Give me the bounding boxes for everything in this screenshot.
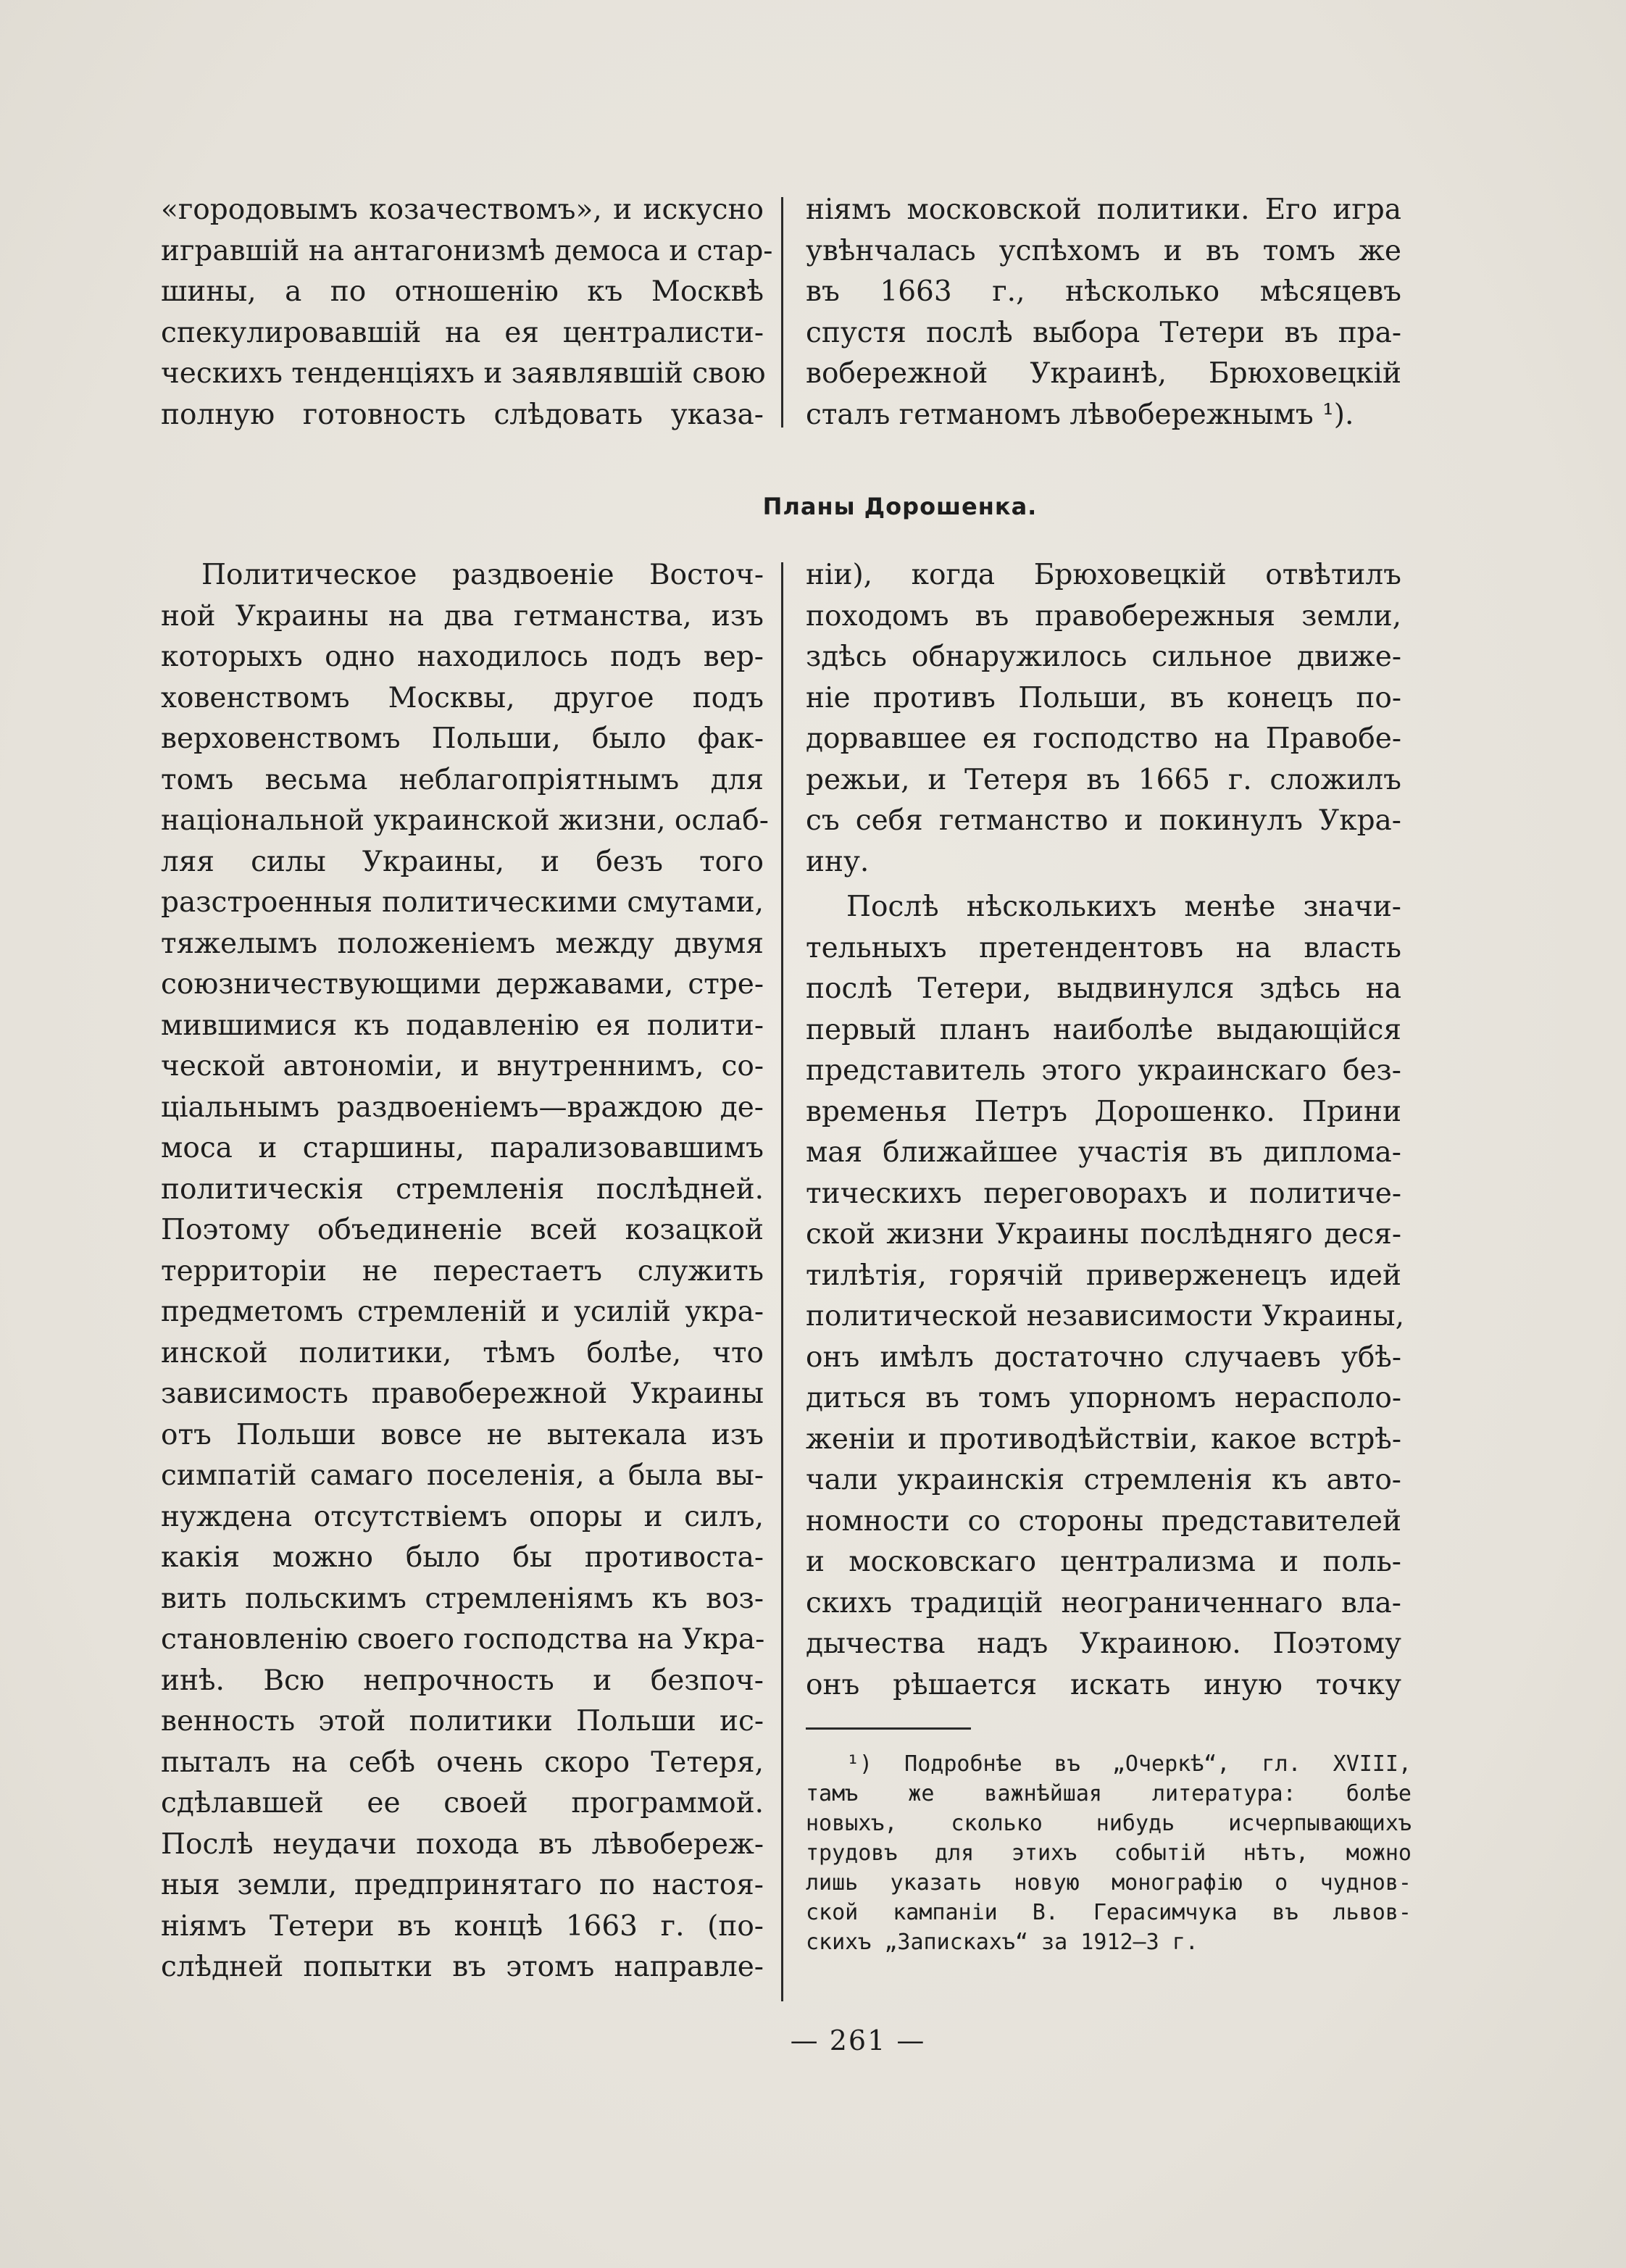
text-line: здѣсь обнаружилось сильное движе- — [806, 641, 1401, 673]
text-line: пыталъ на себѣ очень скоро Тетеря, — [161, 1746, 764, 1779]
text-line: національной украинской жизни, ослаб- — [161, 804, 769, 837]
text-line: шины, а по отношенію къ Москвѣ — [161, 275, 764, 308]
text-line: дорвавшее ея господство на Правобе- — [806, 722, 1401, 755]
text-line: мившимися къ подавленію ея полити- — [161, 1009, 764, 1042]
text-line: политической независимости Украины, — [806, 1300, 1404, 1333]
footnote-line: тамъ же важнѣйшая литература: болѣе — [806, 1781, 1412, 1806]
text-line: сдѣлавшей ее своей программой. — [161, 1787, 764, 1819]
text-line: тилѣтія, горячій приверженецъ идей — [806, 1259, 1401, 1292]
footnote-line: трудовъ для этихъ событій нѣтъ, можно — [806, 1840, 1412, 1866]
text-line: вобережной Украинѣ, Брюховецкій — [806, 357, 1401, 390]
footnote-rule — [806, 1727, 971, 1730]
text-line: ческой автономіи, и внутреннимъ, со- — [161, 1050, 764, 1083]
text-line: сталъ гетманомъ лѣвобережнымъ ¹). — [806, 398, 1354, 431]
footnote-line: лишь указать новую монографію о чуднов- — [806, 1870, 1412, 1896]
text-line: ціальнымъ раздвоеніемъ—враждою де- — [161, 1091, 764, 1124]
text-line: послѣ Тетери, выдвинулся здѣсь на — [806, 972, 1401, 1005]
text-line: первый планъ наиболѣе выдающійся — [806, 1013, 1401, 1046]
text-line: спустя послѣ выбора Тетери въ пра- — [806, 316, 1401, 349]
footnote-line: новыхъ, сколько нибудь исчерпывающихъ — [806, 1811, 1412, 1836]
text-line: разстроенныя политическими смутами, — [161, 886, 764, 919]
text-line: моса и старшины, парализовавшимъ — [161, 1132, 764, 1164]
text-line: венность этой политики Польши ис- — [161, 1705, 764, 1738]
text-line: томъ весьма неблагопріятнымъ для — [161, 763, 764, 796]
text-line: спекулировавшій на ея централисти- — [161, 316, 764, 349]
footnote-line: ской кампаніи В. Герасимчука въ львов- — [806, 1900, 1412, 1925]
page-number: — 261 — — [790, 2025, 926, 2056]
top-right-column — [806, 190, 1401, 435]
text-line: становленію своего господства на Укра- — [161, 1623, 765, 1656]
text-line: женіи и противодѣйствіи, какое встрѣ- — [806, 1422, 1401, 1456]
text-line: «городовымъ козачествомъ», и искусно — [161, 193, 764, 226]
text-line: представитель этого украинскаго без- — [806, 1054, 1401, 1087]
text-line: инской политики, тѣмъ болѣе, что — [161, 1336, 764, 1369]
text-line: отъ Польши вовсе не вытекала изъ — [161, 1418, 764, 1451]
footnote-line: скихъ „Запискахъ“ за 1912—3 г. — [806, 1930, 1198, 1955]
text-line: ніе противъ Польши, въ конецъ по- — [806, 681, 1401, 714]
text-line: скихъ традицій неограниченнаго вла- — [806, 1586, 1401, 1619]
text-line: полную готовность слѣдовать указа- — [161, 398, 764, 431]
text-line: ніямъ Тетери въ концѣ 1663 г. (по- — [161, 1909, 764, 1943]
text-line: режьи, и Тетеря въ 1665 г. сложилъ — [806, 763, 1401, 796]
text-line: онъ рѣшается искать иную точку — [806, 1668, 1401, 1701]
text-line: нуждена отсутствіемъ опоры и силъ, — [161, 1500, 764, 1533]
text-line: зависимость правобережной Украины — [161, 1377, 764, 1410]
text-line: тическихъ переговорахъ и политиче- — [806, 1177, 1401, 1210]
text-line: Поэтому объединеніе всей козацкой — [161, 1214, 764, 1246]
text-line: тельныхъ претендентовъ на власть — [806, 931, 1401, 964]
text-line: увѣнчалась успѣхомъ и въ томъ же — [806, 234, 1401, 267]
text-line: какія можно было бы противоста- — [161, 1541, 764, 1574]
text-line: ину. — [806, 845, 870, 878]
text-line: верховенствомъ Польши, было фак- — [161, 722, 764, 755]
text-line: ныя земли, предпринятаго по настоя- — [161, 1869, 764, 1901]
text-line: ляя силы Украины, и безъ того — [161, 845, 764, 878]
text-line: союзничествующими державами, стре- — [161, 968, 764, 1001]
text-line: тяжелымъ положеніемъ между двумя — [161, 927, 764, 960]
main-left-column — [161, 555, 769, 1988]
text-line: симпатій самаго поселенія, а была вы- — [161, 1459, 764, 1492]
text-line: Политическое раздвоеніе Восточ- — [201, 559, 764, 591]
text-line: номности со стороны представителей — [806, 1504, 1401, 1538]
text-line: ской жизни Украины послѣдняго деся- — [806, 1218, 1401, 1251]
text-line: Послѣ неудачи похода въ лѣвобереж- — [161, 1827, 764, 1861]
text-line: территоріи не перестаетъ служить — [161, 1254, 764, 1288]
main-right-column — [806, 555, 1404, 1706]
text-line: чали украинскія стремленія къ авто- — [806, 1464, 1401, 1496]
text-line: дычества надъ Украиною. Поэтому — [806, 1627, 1401, 1660]
text-line: ховенствомъ Москвы, другое подъ — [161, 681, 764, 714]
text-line: диться въ томъ упорномъ нерасполо- — [806, 1382, 1401, 1414]
text-line: предметомъ стремленій и усилій укра- — [161, 1296, 764, 1328]
column-divider-main — [781, 562, 783, 2001]
text-line: въ 1663 г., нѣсколько мѣсяцевъ — [806, 275, 1401, 308]
text-line: походомъ въ правобережныя земли, — [806, 599, 1401, 633]
text-line: временья Петръ Дорошенко. Прини — [806, 1095, 1401, 1128]
text-line: съ себя гетманство и покинулъ Укра- — [806, 804, 1401, 837]
text-line: Послѣ нѣсколькихъ менѣе значи- — [846, 891, 1401, 923]
text-line: и московскаго централизма и поль- — [806, 1546, 1401, 1578]
text-line: игравшій на антагонизмѣ демоса и стар- — [161, 234, 773, 267]
text-line: ной Украины на два гетманства, изъ — [161, 599, 764, 633]
text-line: слѣдней попытки въ этомъ направле- — [161, 1951, 764, 1983]
top-left-column — [161, 190, 773, 435]
text-line: онъ имѣлъ достаточно случаевъ убѣ- — [806, 1341, 1401, 1374]
column-divider-top — [781, 197, 783, 428]
text-line: которыхъ одно находилось подъ вер- — [161, 641, 764, 673]
text-line: ніямъ московской политики. Его игра — [806, 193, 1401, 226]
footnote — [806, 1749, 1412, 1957]
text-line: вить польскимъ стремленіямъ къ воз- — [161, 1582, 764, 1615]
text-line: инѣ. Всю непрочность и безпоч- — [161, 1664, 764, 1697]
text-line: политическія стремленія послѣдней. — [161, 1172, 764, 1206]
text-line: ніи), когда Брюховецкій отвѣтилъ — [806, 559, 1401, 591]
footnote-line: ¹) Подробнѣе въ „Очеркѣ“, гл. XVIII, — [846, 1751, 1412, 1777]
section-heading: Планы Дорошенка. — [762, 493, 1038, 520]
text-line: ческихъ тенденціяхъ и заявлявшій свою — [161, 357, 766, 390]
text-line: мая ближайшее участія въ диплома- — [806, 1136, 1401, 1169]
